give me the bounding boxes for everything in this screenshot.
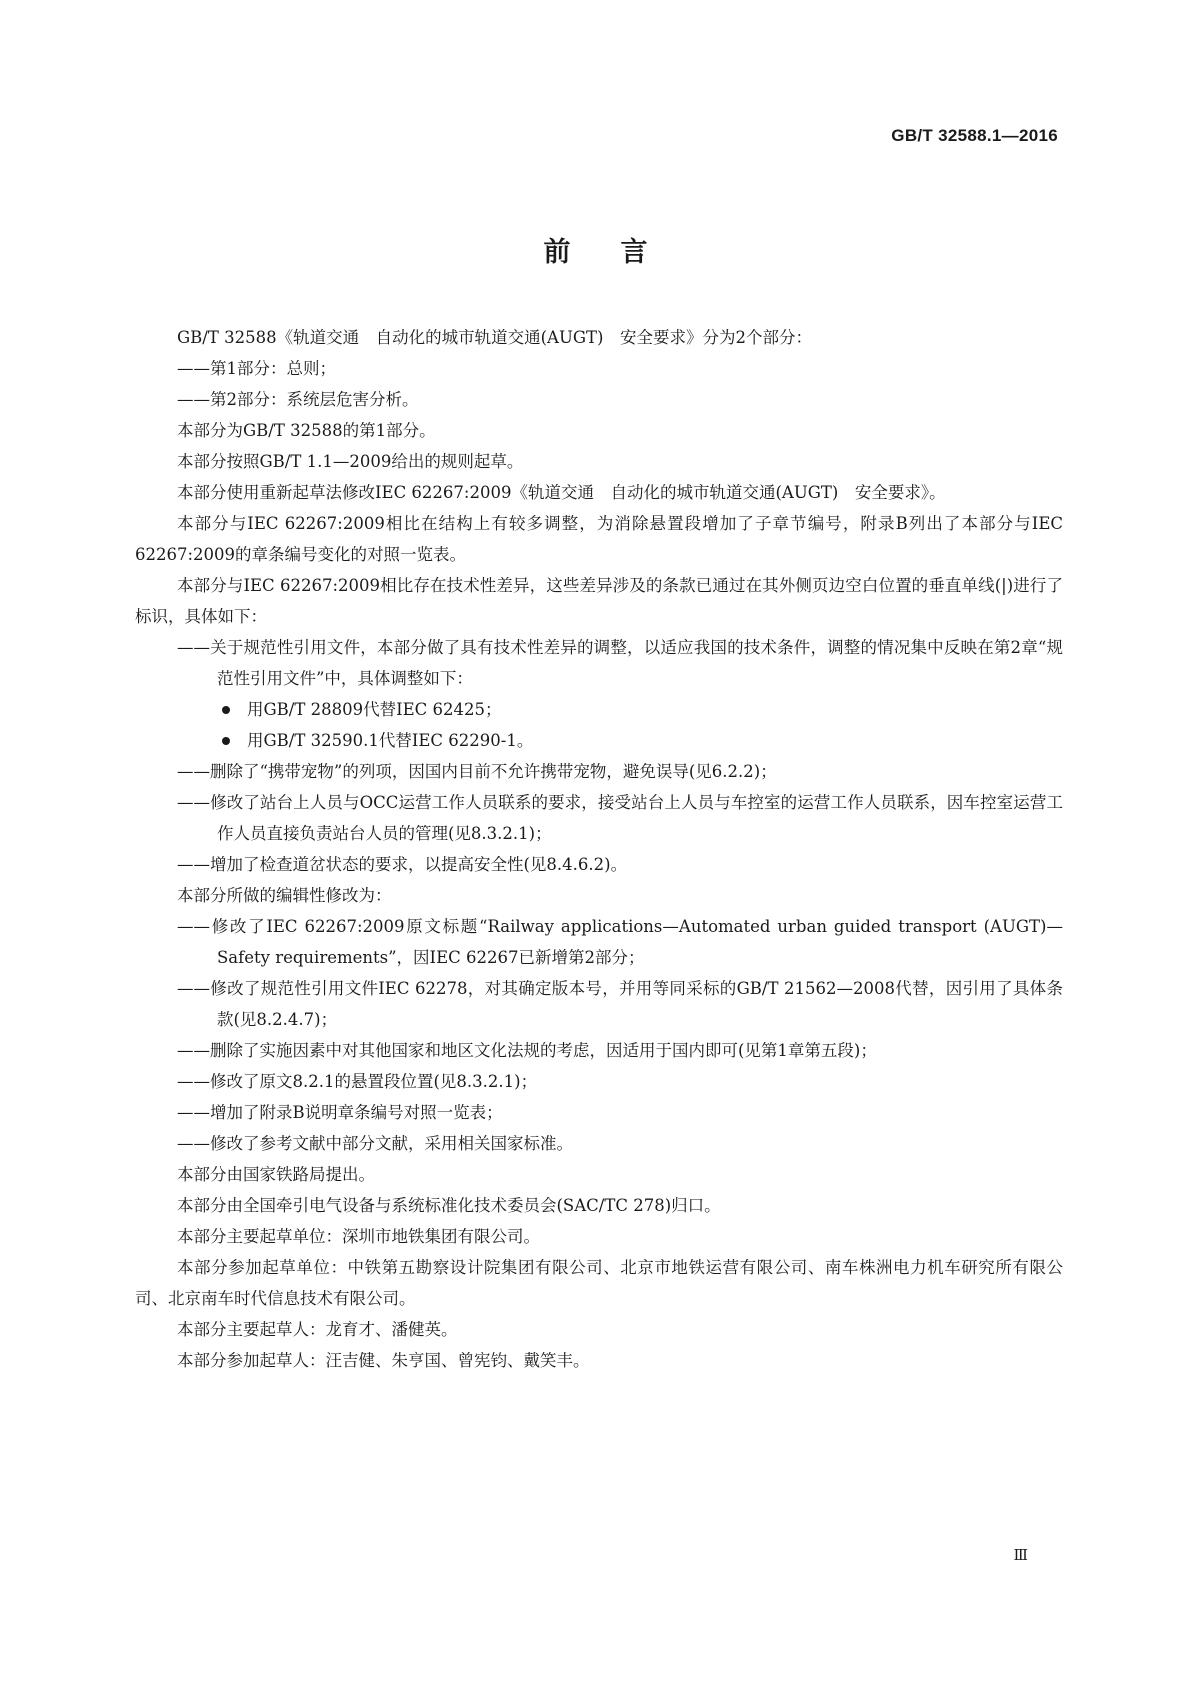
paragraph-text: ——删除了“携带宠物”的列项，因国内目前不允许携带宠物，避免误导(见6.2.2)； — [177, 762, 777, 781]
paragraph-text: 本部分按照GB/T 1.1—2009给出的规则起草。 — [177, 452, 524, 471]
dash-list-item — [135, 1035, 1063, 1066]
paragraph — [135, 570, 1063, 632]
paragraph-text: ——第2部分：系统层危害分析。 — [177, 390, 419, 409]
paragraph — [135, 1314, 1063, 1345]
paragraph-text: 本部分主要起草人：龙育才、潘健英。 — [177, 1320, 458, 1339]
paragraph-text: 本部分所做的编辑性修改为： — [177, 886, 392, 905]
page-number: Ⅲ — [1013, 1546, 1028, 1564]
dash-list-item — [135, 787, 1063, 849]
paragraph-text: 本部分参加起草人：汪吉健、朱亨国、曾宪钧、戴笑丰。 — [177, 1351, 590, 1370]
paragraph — [135, 477, 1063, 508]
dash-list-item — [135, 1128, 1063, 1159]
paragraph — [135, 508, 1063, 570]
dash-list-item — [135, 756, 1063, 787]
paragraph — [135, 1252, 1063, 1314]
paragraph — [135, 322, 1063, 353]
paragraph-text: ——修改了参考文献中部分文献，采用相关国家标准。 — [177, 1134, 573, 1153]
paragraph — [135, 415, 1063, 446]
paragraph-text: ——修改了IEC 62267:2009原文标题“Railway applications—Automated urban guided transport (AUGT)—Safety requirements”，因IEC 62267已新增第2部分； — [177, 917, 1063, 967]
paragraph-text: 本部分由全国牵引电气设备与系统标准化技术委员会(SAC/TC 278)归口。 — [177, 1196, 721, 1215]
paragraph-text: ——修改了规范性引用文件IEC 62278，对其确定版本号，并用等同采标的GB/T 21562—2008代替，因引用了具体条款(见8.2.4.7)； — [177, 979, 1063, 1029]
paragraph — [135, 446, 1063, 477]
paragraph-text: 本部分与IEC 62267:2009相比在结构上有较多调整，为消除悬置段增加了子章节编号，附录B列出了本部分与IEC 62267:2009的章条编号变化的对照一览表。 — [135, 514, 1063, 564]
foreword-body — [135, 322, 1063, 1376]
paragraph-text: 本部分主要起草单位：深圳市地铁集团有限公司。 — [177, 1227, 540, 1246]
paragraph — [135, 1190, 1063, 1221]
paragraph-text: ——增加了检查道岔状态的要求，以提高安全性(见8.4.6.2)。 — [177, 855, 628, 874]
paragraph — [135, 880, 1063, 911]
paragraph-text: 本部分由国家铁路局提出。 — [177, 1165, 375, 1184]
dash-list-item — [135, 632, 1063, 694]
paragraph — [135, 1159, 1063, 1190]
paragraph-text: ——修改了站台上人员与OCC运营工作人员联系的要求，接受站台上人员与车控室的运营工作人员联系，因车控室运营工作人员直接负责站台人员的管理(见8.3.2.1)； — [177, 793, 1063, 843]
paragraph-text: GB/T 32588《轨道交通 自动化的城市轨道交通(AUGT) 安全要求》分为2个部分： — [177, 328, 812, 347]
page-title: 前言 — [543, 237, 698, 268]
paragraph-text: ——关于规范性引用文件，本部分做了具有技术性差异的调整，以适应我国的技术条件，调整的情况集中反映在第2章“规范性引用文件”中，具体调整如下： — [177, 638, 1063, 688]
paragraph-text: 用GB/T 32590.1代替IEC 62290-1。 — [247, 731, 534, 750]
dash-list-item — [135, 911, 1063, 973]
dash-list-item — [135, 1066, 1063, 1097]
bullet-list-item — [135, 725, 1063, 756]
bullet-icon — [222, 706, 230, 714]
paragraph — [135, 1221, 1063, 1252]
paragraph-text: ——删除了实施因素中对其他国家和地区文化法规的考虑，因适用于国内即可(见第1章第五段)； — [177, 1041, 877, 1060]
paragraph-text: 本部分参加起草单位：中铁第五勘察设计院集团有限公司、北京市地铁运营有限公司、南车株洲电力机车研究所有限公司、北京南车时代信息技术有限公司。 — [135, 1258, 1063, 1308]
paragraph-text: ——修改了原文8.2.1的悬置段位置(见8.3.2.1)； — [177, 1072, 538, 1091]
paragraph-text: 本部分使用重新起草法修改IEC 62267:2009《轨道交通 自动化的城市轨道交通(AUGT) 安全要求》。 — [177, 483, 946, 502]
paragraph-text: ——第1部分：总则； — [177, 359, 336, 378]
paragraph-text: 用GB/T 28809代替IEC 62425； — [247, 700, 502, 719]
standard-code: GB/T 32588.1—2016 — [891, 126, 1058, 145]
dash-list-item — [135, 353, 1063, 384]
bullet-icon — [222, 737, 230, 745]
dash-list-item — [135, 973, 1063, 1035]
dash-list-item — [135, 384, 1063, 415]
bullet-list-item — [135, 694, 1063, 725]
paragraph-text: 本部分为GB/T 32588的第1部分。 — [177, 421, 436, 440]
dash-list-item — [135, 849, 1063, 880]
dash-list-item — [135, 1097, 1063, 1128]
paragraph — [135, 1345, 1063, 1376]
paragraph-text: 本部分与IEC 62267:2009相比存在技术性差异，这些差异涉及的条款已通过在其外侧页边空白位置的垂直单线(|)进行了标识，具体如下： — [135, 576, 1063, 626]
paragraph-text: ——增加了附录B说明章条编号对照一览表； — [177, 1103, 503, 1122]
